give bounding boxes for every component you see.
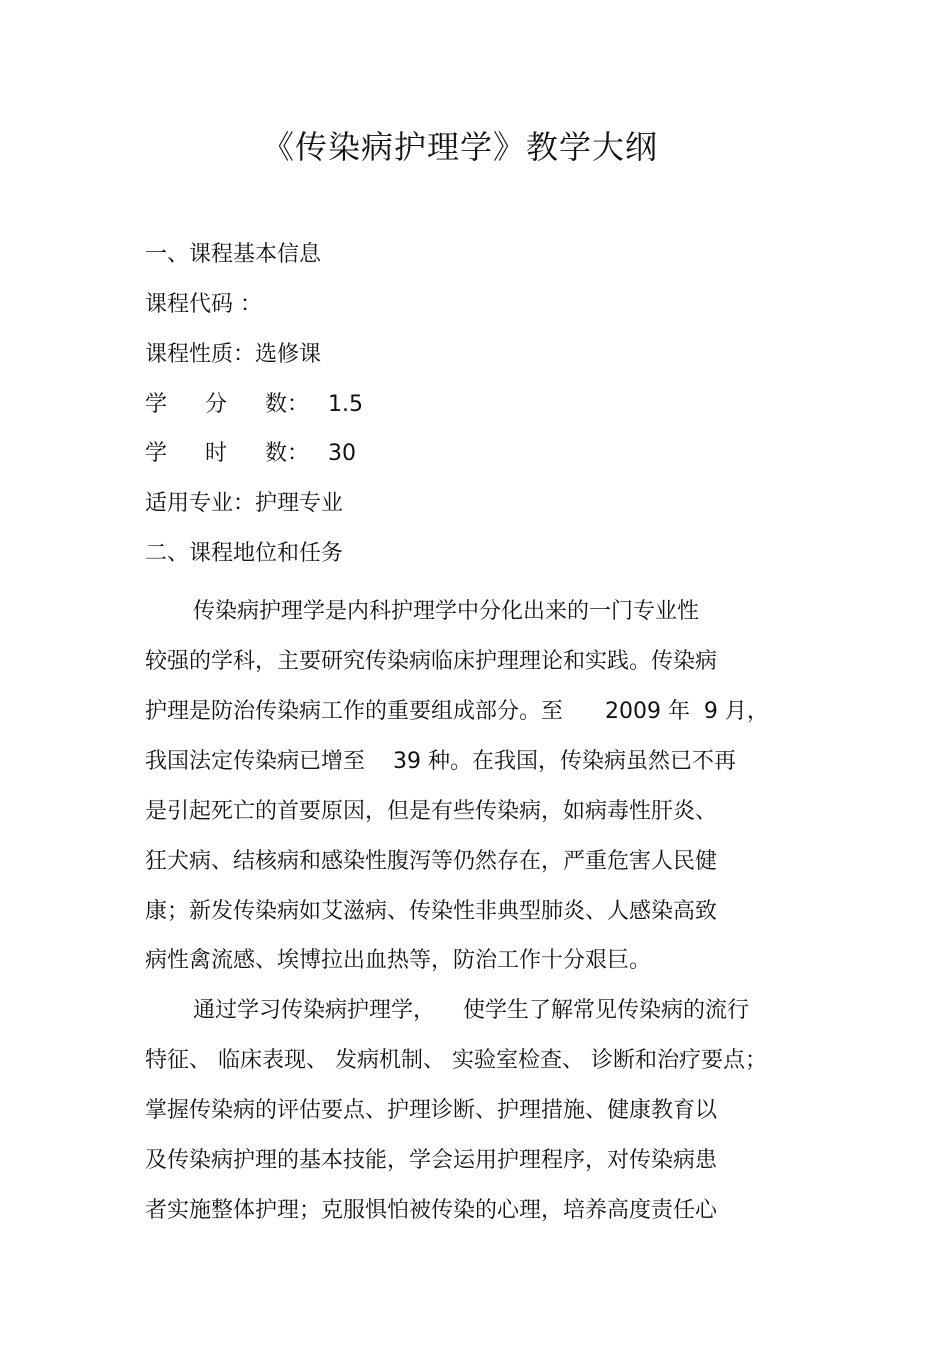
course-nature-line: 课程性质：选修课 (145, 342, 322, 367)
hours-line: 学 时 数： 30 (145, 441, 356, 466)
paragraph-line: 者实施整体护理；克服惧怕被传染的心理，培养高度责任心 (145, 1198, 718, 1223)
paragraph-line: 传染病护理学是内科护理学中分化出来的一门专业性 (193, 599, 700, 624)
paragraph-line: 康；新发传染病如艾滋病、传染性非典型肺炎、人感染高致 (145, 899, 718, 924)
paragraph-line: 我国法定传染病已增至 39 种。在我国，传染病虽然已不再 (145, 749, 736, 774)
paragraph-line: 通过学习传染病护理学， 使学生了解常见传染病的流行 (193, 998, 749, 1023)
document-title: 《传染病护理学》教学大纲 (261, 128, 658, 166)
major-line: 适用专业：护理专业 (145, 491, 344, 516)
paragraph-line: 护理是防治传染病工作的重要组成部分。至 2009 年 9 月， (145, 699, 769, 724)
paragraph-line: 及传染病护理的基本技能，学会运用护理程序，对传染病患 (145, 1148, 718, 1173)
paragraph-line: 狂犬病、结核病和感染性腹泻等仍然存在，严重危害人民健 (145, 849, 718, 874)
course-code-line: 课程代码 ： (145, 292, 262, 317)
paragraph-line: 是引起死亡的首要原因，但是有些传染病，如病毒性肝炎、 (145, 799, 718, 824)
paragraph-line: 特征、 临床表现、 发病机制、 实验室检查、 诊断和治疗要点； (145, 1048, 767, 1073)
paragraph-line: 较强的学科，主要研究传染病临床护理理论和实践。传染病 (145, 649, 718, 674)
section-heading-course-role: 二、课程地位和任务 (145, 541, 344, 566)
section-heading-basic-info: 一、课程基本信息 (145, 242, 322, 267)
credits-line: 学 分 数： 1.5 (145, 392, 363, 417)
paragraph-line: 病性禽流感、埃博拉出血热等，防治工作十分艰巨。 (145, 948, 652, 973)
paragraph-line: 掌握传染病的评估要点、护理诊断、护理措施、健康教育以 (145, 1098, 718, 1123)
